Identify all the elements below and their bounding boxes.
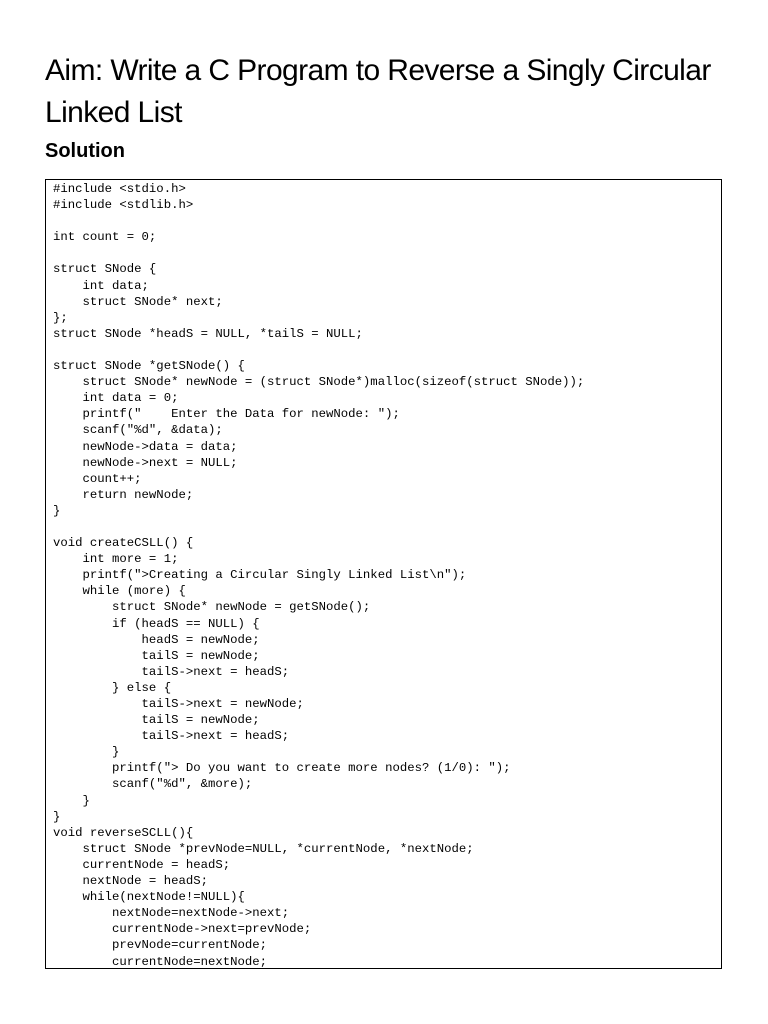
code-line: int data = 0; (53, 391, 179, 406)
code-line: int data; (53, 278, 149, 293)
code-block (45, 179, 722, 969)
code-line: struct SNode { (53, 262, 157, 277)
code-line: while (more) { (53, 584, 186, 599)
section-heading-solution: Solution (45, 140, 125, 162)
code-line: printf(">Creating a Circular Singly Linked List\n"); (53, 568, 467, 583)
code-line: nextNode=nextNode->next; (53, 906, 290, 921)
code-line: tailS = newNode; (53, 648, 260, 663)
code-line: }; (53, 310, 68, 325)
code-line: struct SNode* newNode = getSNode(); (53, 600, 371, 615)
code-listing (46, 180, 721, 969)
code-line (53, 245, 721, 261)
code-line: printf(" Enter the Data for newNode: "); (53, 407, 400, 422)
code-line: } (53, 745, 120, 760)
code-line: printf("> Do you want to create more nodes? (1/0): "); (53, 761, 511, 776)
code-line: struct SNode *getSNode() { (53, 359, 245, 374)
code-line: void createCSLL() { (53, 536, 194, 551)
code-line: #include <stdlib.h> (53, 198, 194, 213)
code-line: struct SNode* newNode = (struct SNode*)malloc(sizeof(struct SNode)); (53, 375, 585, 390)
code-line: newNode->data = data; (53, 439, 238, 454)
code-line: struct SNode *headS = NULL, *tailS = NULL; (53, 326, 363, 341)
code-line: tailS->next = headS; (53, 729, 290, 744)
code-line: count++; (53, 471, 142, 486)
code-line (53, 342, 721, 358)
code-line: newNode->next = NULL; (53, 455, 238, 470)
code-line: scanf("%d", &more); (53, 777, 253, 792)
code-line: struct SNode *prevNode=NULL, *currentNode, *nextNode; (53, 841, 474, 856)
code-line: } else { (53, 680, 172, 695)
code-line: tailS->next = headS; (53, 664, 290, 679)
code-line: } (53, 809, 61, 824)
code-line: #include <stdio.h> (53, 182, 186, 196)
code-line: nextNode = headS; (53, 874, 208, 889)
code-line: while(nextNode!=NULL){ (53, 890, 245, 905)
code-line: tailS->next = newNode; (53, 697, 304, 711)
code-line: } (53, 503, 61, 518)
page-title: Aim: Write a C Program to Reverse a Singly Circular Linked List (45, 54, 711, 129)
code-line: currentNode = headS; (53, 857, 231, 872)
code-line: scanf("%d", &data); (53, 423, 223, 438)
code-line: int more = 1; (53, 552, 179, 567)
code-line: if (headS == NULL) { (53, 616, 260, 631)
code-line: void reverseSCLL(){ (53, 825, 194, 840)
code-line: } (53, 793, 90, 808)
code-line: tailS = newNode; (53, 713, 260, 728)
code-line: prevNode=currentNode; (53, 938, 268, 953)
code-line: currentNode=nextNode; (53, 954, 268, 969)
code-line: headS = newNode; (53, 632, 260, 647)
code-line: struct SNode* next; (53, 294, 223, 309)
code-line: int count = 0; (53, 230, 157, 245)
code-line (53, 519, 721, 535)
code-line (53, 213, 721, 229)
code-line: return newNode; (53, 487, 194, 502)
code-line: currentNode->next=prevNode; (53, 922, 312, 937)
